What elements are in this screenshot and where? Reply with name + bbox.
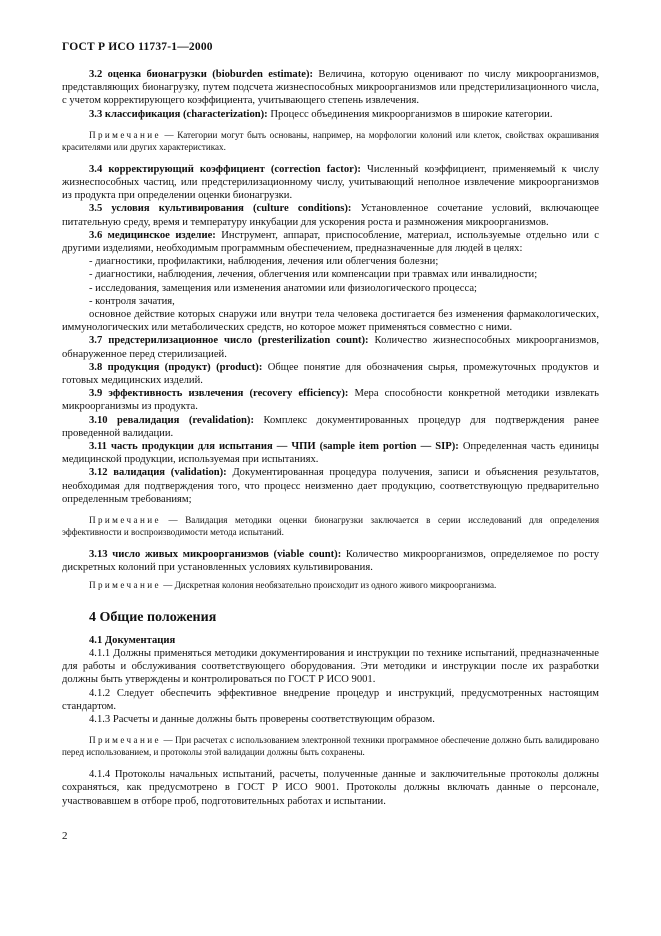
term-3-8 [62,361,599,387]
list-item: - контроля зачатия, [89,295,175,307]
note-text: — Валидация методики оценки бионагрузки заключается в серии исследований для определения эффективности и воспроизводимости метода испытаний. [62,515,599,538]
term-title: 3.12 валидация (validation): [89,467,227,479]
document-header: ГОСТ Р ИСО 11737-1—2000 [62,41,213,53]
subsection-title: 4.1 Документация [89,634,176,646]
note-3-13 [62,579,599,591]
note-label: Примечание [89,129,161,140]
note-label: Примечание [89,515,161,526]
term-3-9 [62,387,599,413]
term-definition: Документированная процедура получения, записи и объяснения результатов, необходимая для подтверждения того, что процесс неизменно дает продукцию, соответствующую предварительно определенным требованиям; [62,467,599,505]
paragraph-4-1-4: 4.1.4 Протоколы начальных испытаний, расчеты, полученные данные и заключительные протоколы должны сохраняться, как предусмотрено в ГОСТ Р ИСО 9001. Протоколы должны включать данные о персонале, участвовавшем в отборе проб, подготовительных работах и испытании. [62,769,599,807]
term-3-12 [62,466,599,506]
term-definition: Количество микроорганизмов, определяемое по росту дискретных колоний при установленных условиях культивирования. [62,549,599,574]
term-3-7 [62,334,599,360]
paragraph-4-1-1: 4.1.1 Должны применяться методики документирования и инструкции по технике испытаний, предназначенные для работы и обслуживания соответствующего оборудования. Эти методики и инструкции после их разработки должны быть утверждены и контролироваться по ГОСТ Р ИСО 9001. [62,647,599,686]
term-title: 3.4 корректирующий коэффициент (correction factor): [89,163,361,175]
note-3-12 [62,514,599,538]
term-definition: Величина, которую оценивают по числу микроорганизмов, представляющих бионагрузку, путем подсчета жизнеспособных микроорганизмов или предстерилизационного числа, с учетом корректирующего коэффициента, учитывающего степень извлечения. [62,69,599,107]
term-3-10 [62,414,599,440]
term-title: 3.11 часть продукции для испытания — ЧПИ (sample item portion — SIP): [89,441,459,453]
page-content [62,68,599,808]
term-title: 3.3 классификация (characterization): [89,108,268,120]
term-3-11 [62,440,599,466]
term-title: 3.10 ревалидация (revalidation): [89,414,254,426]
section-title: 4 Общие положения [89,609,217,625]
term-title: 3.5 условия культивирования (culture conditions): [89,203,352,215]
note-text: — Дискретная колония необязательно происходит из одного живого микроорганизма. [160,579,497,590]
term-definition: Инструмент, аппарат, приспособление, материал, используемые отдельно или с другими изделиями, необходимым программным обеспечением, предназначенные для людей в целях: [62,229,599,255]
term-definition: Процесс объединения микроорганизмов в широкие категории. [267,108,553,120]
term-3-6-continuation: основное действие которых снаружи или внутри тела человека достигается без изменения фармакологических, иммунологических или метаболических средств, но которое может применяться совместно с ними. [62,309,599,334]
term-title: 3.6 медицинское изделие: [89,229,216,241]
note-text: — При расчетах с использованием электронной техники программное обеспечение должно быть валидировано перед использованием, и протоколы этой валидации должны быть сохранены. [62,735,599,758]
page-number: 2 [62,830,68,842]
note-4-1-3 [62,734,599,758]
term-definition: Мера способности конкретной методики извлекать микроорганизмы из продукта. [62,388,599,413]
term-title: 3.9 эффективность извлечения (recovery efficiency): [89,388,349,400]
note-text: — Категории могут быть основаны, например, на морфологии колоний или клеток, свойствах окрашивания красителями или других характеристиках. [62,129,599,152]
term-3-4 [62,163,599,203]
note-label: Примечание [89,579,161,590]
list-item: - диагностики, наблюдения, лечения, облегчения или компенсации при травмах или инвалидности; [89,269,538,281]
term-definition: Установленное сочетание условий, включающее питательную среду, время и температуру инкубации для ускорения роста и размножения микроорганизмов. [62,203,599,228]
term-title: 3.2 оценка бионагрузки (bioburden estimate): [89,69,313,80]
term-definition: Количество жизнеспособных микроорганизмов, обнаруженное перед стерилизацией. [62,335,599,360]
term-3-2 [62,68,599,108]
paragraph-4-1-2: 4.1.2 Следует обеспечить эффективное внедрение процедур и инструкций, предусмотренных настоящим стандартом. [62,687,599,712]
list-item: - диагностики, профилактики, наблюдения, лечения или облегчения болезни; [89,256,439,268]
term-definition: Численный коэффициент, применяемый к числу жизнеспособных частиц, или предстерилизационному числу, учитывающий неполное извлечение микроорганизмов из продукта при определении оценки бионагрузки. [62,163,599,202]
term-definition: Комплекс документированных процедур для подтверждения ранее проведенной валидации. [62,414,599,439]
term-3-5 [62,202,599,228]
paragraph-4-1-3: 4.1.3 Расчеты и данные должны быть проверены соответствующим образом. [89,713,435,725]
term-3-3 [62,108,599,121]
term-definition: Общее понятие для обозначения сырья, промежуточных продуктов и готовых медицинских изделий. [62,361,599,387]
list-item: - исследования, замещения или изменения анатомии или физиологического процесса; [89,282,477,294]
term-3-6 [62,229,599,255]
term-title: 3.8 продукция (продукт) (product): [89,361,263,373]
note-label: Примечание [89,735,161,746]
term-title: 3.13 число живых микроорганизмов (viable count): [89,549,342,561]
term-definition: Определенная часть единицы медицинской продукции, используемая при испытаниях. [62,441,599,466]
note-3-3 [62,129,599,153]
term-title: 3.7 предстерилизационное число (presterilization count): [89,335,369,347]
term-3-13 [62,548,599,574]
